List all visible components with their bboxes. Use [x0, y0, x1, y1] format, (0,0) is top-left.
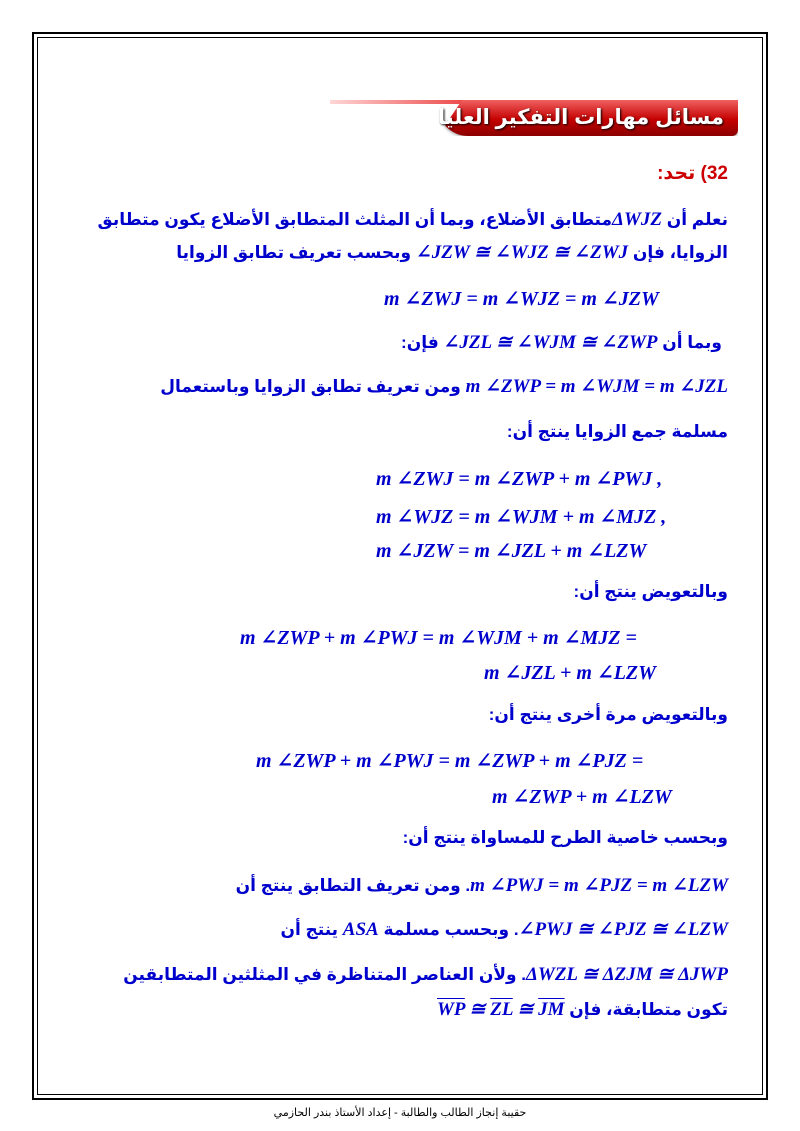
section-title: مسائل مهارات التفكير العليا	[437, 106, 724, 129]
text-line-3	[401, 331, 722, 354]
equation-2a: m ∠ZWJ = m ∠ZWP + m ∠PWJ ,	[376, 468, 663, 490]
text-line-9	[236, 874, 728, 897]
congruent-2: ≅	[517, 999, 534, 1020]
congruent-1: ≅	[469, 999, 486, 1020]
line11-math: ΔWZL ≅ ΔZJM ≅ ΔJWP	[526, 964, 728, 985]
equation-3a: m ∠ZWP + m ∠PWJ = m ∠WJM + m ∠MJZ =	[240, 627, 637, 649]
text-line-10	[280, 918, 728, 941]
line4-rest: ومن تعريف تطابق الزوايا وباستعمال	[160, 377, 461, 396]
text-line-12	[437, 998, 728, 1021]
line3-text: وبما أن	[662, 333, 722, 352]
line12-text: تكون متطابقة، فإن	[569, 1000, 728, 1019]
text-line-2	[176, 241, 728, 264]
equation-4a: m ∠ZWP + m ∠PWJ = m ∠ZWP + m ∠PJZ =	[256, 750, 644, 772]
problem-label: 32) تحد:	[657, 163, 728, 184]
page-footer: حقيبة إنجاز الطالب والطالبة - إعداد الأستاذ بندر الحازمي	[273, 1107, 527, 1119]
line9-math: m ∠PWJ = m ∠PJZ = m ∠LZW	[470, 875, 728, 896]
segment-jm: $\overline{JM}$	[538, 999, 565, 1020]
segment-equality	[437, 999, 565, 1020]
text-line-7: وبالتعويض مرة أخرى ينتج أن:	[488, 705, 728, 724]
segment-zl: $\overline{ZL}$	[490, 999, 513, 1020]
line2-math: ∠JZW ≅ ∠WJZ ≅ ∠ZWJ	[415, 242, 629, 263]
line9-rest: . ومن تعريف التطابق ينتج أن	[235, 876, 471, 895]
line11-rest: . ولأن العناصر المتناظرة في المثلثين المتطابقين	[123, 965, 527, 984]
line10-asa: ASA	[342, 919, 379, 940]
line2-text: الزوايا، فإن	[632, 243, 728, 262]
line3-math: ∠JZL ≅ ∠WJM ≅ ∠ZWP	[443, 332, 658, 353]
text-line-6: وبالتعويض ينتج أن:	[573, 582, 728, 601]
line1-rest: متطابق الأضلاع، وبما أن المثلث المتطابق الأضلاع يكون متطابق	[97, 210, 613, 229]
line1-text: نعلم أن	[666, 210, 728, 229]
line3-rest: فإن:	[401, 333, 439, 352]
text-line-8: وبحسب خاصية الطرح للمساواة ينتج أن:	[402, 828, 728, 847]
line1-math: ΔWJZ	[612, 209, 662, 230]
line2-rest: وبحسب تعريف تطابق الزوايا	[176, 243, 412, 262]
equation-1: m ∠ZWJ = m ∠WJZ = m ∠JZW	[384, 288, 659, 310]
text-line-1	[98, 209, 729, 231]
equation-4b: m ∠ZWP + m ∠LZW	[492, 786, 672, 808]
section-banner	[330, 100, 738, 136]
text-line-5: مسلمة جمع الزوايا ينتج أن:	[506, 422, 728, 441]
segment-wp: $\overline{WP}$	[437, 999, 465, 1020]
text-line-4	[160, 375, 728, 398]
line10-rest: ينتج أن	[280, 920, 339, 939]
line4-math: m ∠ZWP = m ∠WJM = m ∠JZL	[465, 376, 728, 397]
line10-math: ∠PWJ ≅ ∠PJZ ≅ ∠LZW	[518, 919, 728, 940]
equation-2c: m ∠JZW = m ∠JZL + m ∠LZW	[376, 540, 647, 562]
equation-2b: m ∠WJZ = m ∠WJM + m ∠MJZ ,	[376, 506, 667, 528]
equation-3b: m ∠JZL + m ∠LZW	[484, 662, 656, 684]
line10-mid: . وبحسب مسلمة	[383, 920, 519, 939]
text-line-11	[123, 963, 728, 986]
